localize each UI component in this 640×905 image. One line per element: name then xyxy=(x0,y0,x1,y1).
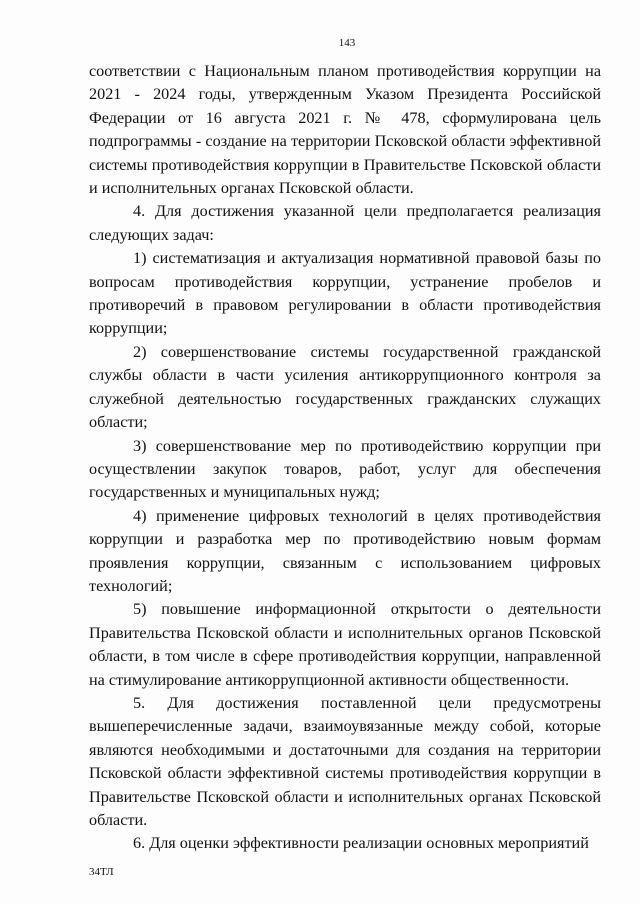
paragraph-item-6: 6. Для оценки эффективности реализации основных мероприятий xyxy=(133,834,589,853)
task-item-5: 5) повышение информационной открытости о деятельности Правительства Псковской области и исполнительных органов Псковской области, в том числе в сфере противодействия коррупции, направленной на стимулирование антикоррупционной активности общественности. xyxy=(89,600,601,689)
paragraph-item-4: 4. Для достижения указанной цели предполагается реализация следующих задач: xyxy=(89,202,601,244)
task-item-2: 2) совершенствование системы государственной гражданской службы области в части усиления антикоррупционного контроля за служебной деятельностью государственных гражданских служащих области; xyxy=(89,342,601,432)
document-body xyxy=(89,60,601,856)
footer-code: 34ТЛ xyxy=(89,866,114,878)
paragraph-item-5: 5. Для достижения поставленной цели предусмотрены вышеперечисленные задачи, взаимоувязанные между собой, которые являются необходимыми и достаточными для создания на территории Псковской области эффективной системы противодействия коррупции в Правительстве Псковской области и исполнительных органах Псковской области. xyxy=(89,693,601,829)
page-number: 143 xyxy=(338,37,356,49)
task-item-4: 4) применение цифровых технологий в целях противодействия коррупции и разработка мер по противодействию новым формам проявления коррупции, связанным с использованием цифровых технологий; xyxy=(89,506,601,595)
paragraph-continuation: соответствии с Национальным планом противодействия коррупции на 2021 - 2024 годы, утвержденным Указом Президента Российской Федерации от 16 августа 2021 г. № 478, сформулирована цель подпрограммы - создание на территории Псковской области эффективной системы противодействия коррупции в Правительстве Псковской области и исполнительных органах Псковской области. xyxy=(89,62,601,198)
task-item-3: 3) совершенствование мер по противодействию коррупции при осуществлении закупок товаров, работ, услуг для обеспечения государственных и муниципальных нужд; xyxy=(89,436,601,502)
task-item-1: 1) систематизация и актуализация нормативной правовой базы по вопросам противодействия коррупции, устранение пробелов и противоречий в правовом регулировании в области противодействия коррупции; xyxy=(89,249,601,338)
